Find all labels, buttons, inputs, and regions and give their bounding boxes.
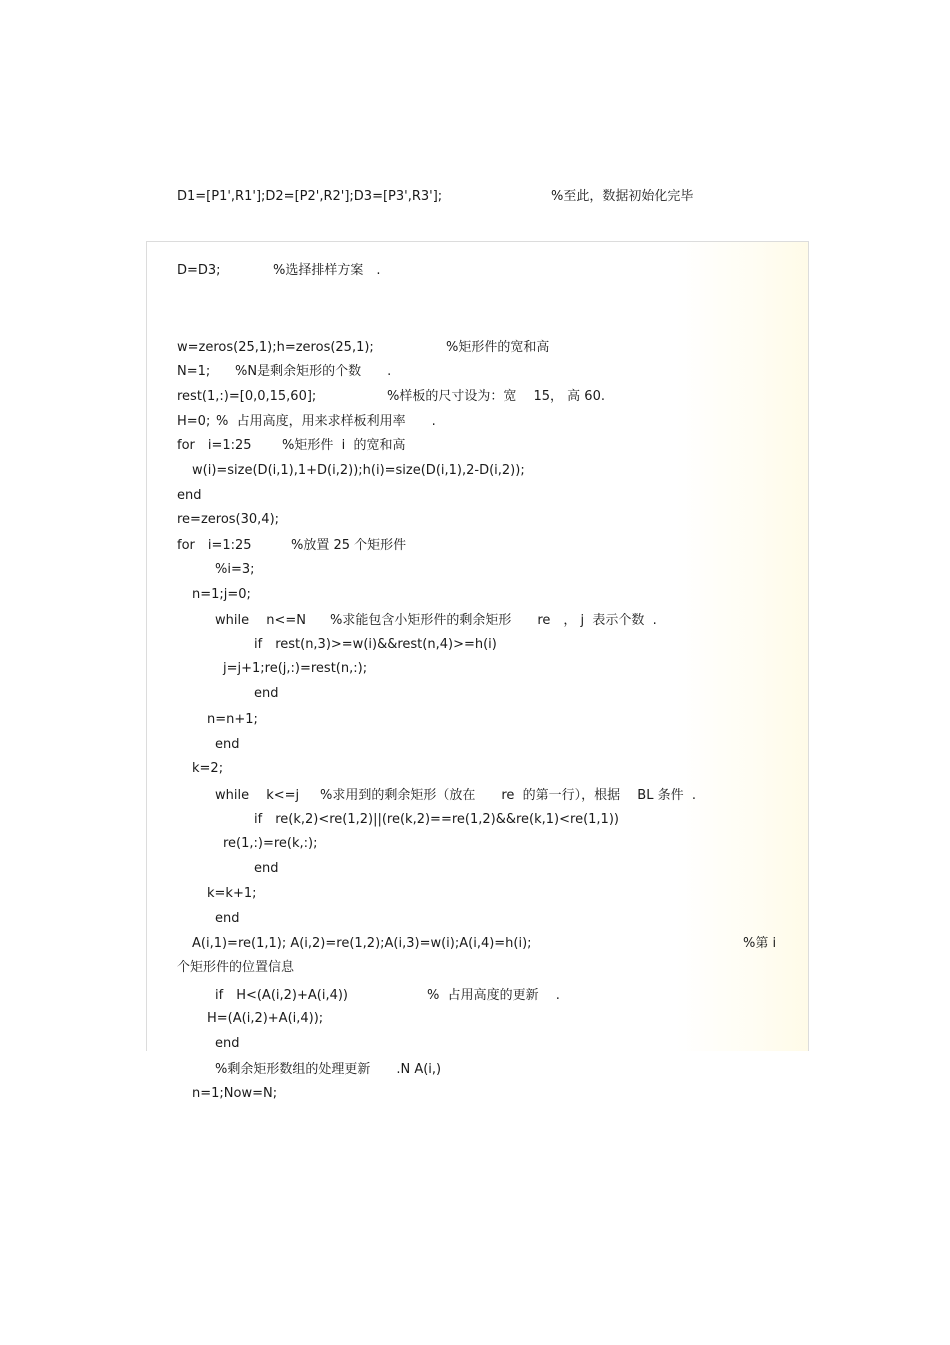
comment-line-6: % 占用高度，用来求样板利用率 . — [216, 414, 436, 429]
code-line-13: n=1;j=0; — [192, 587, 251, 602]
comment-line-27: %第 i — [743, 936, 777, 951]
comment-line-3: %矩形件的宽和高 — [446, 340, 550, 355]
code-line-10: re=zeros(30,4); — [177, 512, 280, 527]
code-line-29: if H<(A(i,2)+A(i,4)) — [215, 988, 348, 1003]
code-line-6: H=0; — [177, 414, 211, 429]
comment-line-5: %样板的尺寸设为：宽 15， 高 60. — [387, 389, 605, 404]
code-line-28: 个矩形件的位置信息 — [177, 960, 295, 975]
code-line-32: %剩余矩形数组的处理更新 .N A(i,) — [215, 1062, 442, 1077]
code-line-14: while n<=N — [215, 613, 306, 628]
comment-line-2: %选择排样方案 . — [273, 263, 381, 278]
code-line-19: end — [215, 737, 240, 752]
code-line-27: A(i,1)=re(1,1); A(i,2)=re(1,2);A(i,3)=w(i);A(i,4)=h(i); — [192, 936, 532, 951]
code-line-33: n=1;Now=N; — [192, 1086, 278, 1101]
code-line-2: D=D3; — [177, 263, 221, 278]
comment-line-7: %矩形件 i 的宽和高 — [282, 438, 406, 453]
code-line-18: n=n+1; — [207, 712, 258, 727]
comment-line-21: %求用到的剩余矩形（放在 re 的第一行），根据 BL 条件 . — [320, 788, 696, 803]
code-line-11: for i=1:25 — [177, 538, 252, 553]
code-line-21: while k<=j — [215, 788, 300, 803]
code-line-5: rest(1,:)=[0,0,15,60]; — [177, 389, 317, 404]
code-line-17: end — [254, 686, 279, 701]
comment-line-29: % 占用高度的更新 . — [427, 988, 560, 1003]
code-line-4: N=1; — [177, 364, 211, 379]
comment-line-14: %求能包含小矩形件的剩余矩形 re ， j 表示个数 . — [330, 613, 657, 628]
comment-line-4: %N是剩余矩形的个数 . — [235, 364, 392, 379]
code-line-12: %i=3; — [215, 562, 255, 577]
code-line-23: re(1,:)=re(k,:); — [223, 836, 318, 851]
code-line-22: if re(k,2)<re(1,2)||(re(k,2)==re(1,2)&&re(k,1)<re(1,1)) — [254, 812, 619, 827]
code-line-16: j=j+1;re(j,:)=rest(n,:); — [223, 661, 368, 676]
code-line-1: D1=[P1',R1'];D2=[P2',R2'];D3=[P3',R3']; — [177, 189, 443, 204]
code-line-31: end — [215, 1036, 240, 1051]
code-line-26: end — [215, 911, 240, 926]
code-line-7: for i=1:25 — [177, 438, 252, 453]
comment-line-1: %至此，数据初始化完毕 — [551, 189, 694, 204]
code-line-25: k=k+1; — [207, 886, 257, 901]
code-line-20: k=2; — [192, 761, 224, 776]
code-line-15: if rest(n,3)>=w(i)&&rest(n,4)>=h(i) — [254, 637, 497, 652]
code-line-30: H=(A(i,2)+A(i,4)); — [207, 1011, 324, 1026]
code-line-3: w=zeros(25,1);h=zeros(25,1); — [177, 340, 374, 355]
comment-line-11: %放置 25 个矩形件 — [291, 538, 407, 553]
code-line-9: end — [177, 488, 202, 503]
code-line-24: end — [254, 861, 279, 876]
code-line-8: w(i)=size(D(i,1),1+D(i,2));h(i)=size(D(i,1),2-D(i,2)); — [192, 463, 525, 478]
